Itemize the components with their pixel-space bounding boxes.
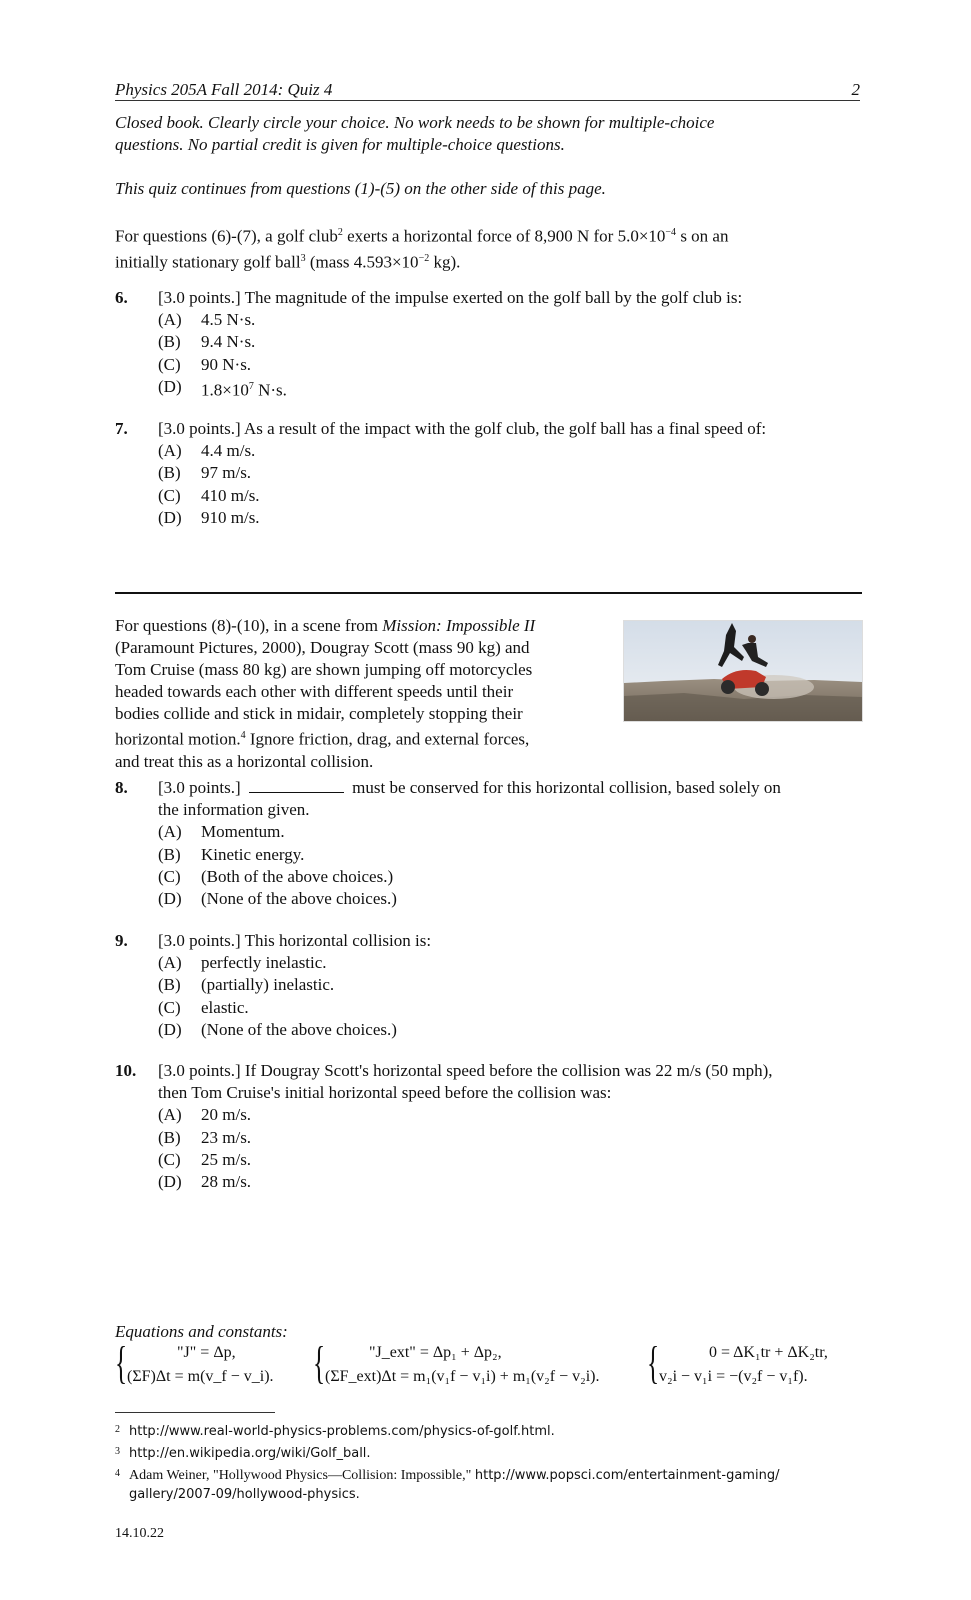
- header-title: Physics 205A Fall 2014: Quiz 4: [115, 80, 333, 99]
- section-divider: [115, 592, 862, 594]
- question-number: 6.: [115, 288, 128, 307]
- option-c[interactable]: (C) 25 m/s.: [158, 1149, 252, 1169]
- film-title: Mission: Impossible II: [382, 616, 536, 635]
- question-number: 9.: [115, 931, 128, 950]
- option-d[interactable]: (D) $1.8\times 10^7$ N·s.: [158, 376, 287, 400]
- question-stem: [3.0 points.] This horizontal collision is:: [158, 931, 432, 950]
- equation-line: (ΣF)Δt = m(v_f − v_i).: [127, 1368, 274, 1385]
- option-d[interactable]: (D) (None of the above choices.): [158, 1019, 397, 1039]
- instructions-line-2: questions. No partial credit is given for multiple-choice questions.: [115, 135, 565, 154]
- equation-line: 0 = ΔK₁tr + ΔK₂tr,: [709, 1344, 828, 1361]
- option-c[interactable]: (C) (Both of the above choices.): [158, 866, 394, 886]
- option-d[interactable]: (D) 28 m/s.: [158, 1172, 252, 1192]
- footnote-4: 4 Adam Weiner, "Hollywood Physics—Collision: Impossible," http://www.popsci.com/entertainment-gaming/ gallery/2007-09/hollywood-physics.: [115, 1468, 780, 1502]
- question-stem: [3.0 points.] As a result of the impact with the golf club, the golf ball has a final speed of:: [158, 419, 767, 438]
- option-a[interactable]: (A) 4.4 m/s.: [158, 441, 256, 461]
- question-stem: [3.0 points.] If Dougray Scott's horizontal speed before the collision was 22 m/s (50 mph),: [158, 1061, 773, 1080]
- golf-intro: [115, 222, 860, 273]
- footnote-ref-3[interactable]: 3: [300, 252, 306, 264]
- question-8: [115, 777, 860, 910]
- option-a[interactable]: (A) perfectly inelastic.: [158, 953, 327, 973]
- equations-heading: Equations and constants:: [115, 1322, 288, 1341]
- option-c[interactable]: (C) elastic.: [158, 997, 249, 1017]
- equation-line: "J" = Δp,: [177, 1344, 236, 1361]
- document-date: 14.10.22: [115, 1526, 164, 1541]
- question-number: 7.: [115, 419, 128, 438]
- left-brace: {: [115, 1337, 128, 1388]
- instructions-line-1: Closed book. Clearly circle your choice. No work needs to be shown for multiple-choice: [115, 113, 715, 132]
- option-b[interactable]: (B) 23 m/s.: [158, 1127, 252, 1147]
- question-stem: [3.0 points.] must be conserved for this horizontal collision, based solely on: [158, 778, 781, 797]
- option-c[interactable]: (C) 90 N·s.: [158, 354, 252, 374]
- page-header: [115, 80, 860, 101]
- option-b[interactable]: (B) (partially) inelastic.: [158, 975, 335, 995]
- golf-intro-line-2: initially stationary golf ball$^3$ (mass $4.593\times 10^{-2}$ kg).: [115, 252, 461, 272]
- footnote-2: 2 http://www.real-world-physics-problems.com/physics-of-golf.html.: [115, 1422, 860, 1441]
- left-brace: {: [647, 1337, 660, 1388]
- question-6: [115, 287, 860, 402]
- question-stem-continued: the information given.: [158, 800, 310, 820]
- option-a[interactable]: (A) Momentum.: [158, 822, 285, 842]
- option-d[interactable]: (D) 910 m/s.: [158, 507, 260, 527]
- question-7: [115, 418, 860, 529]
- footnote-link[interactable]: http://en.wikipedia.org/wiki/Golf_ball.: [129, 1446, 371, 1461]
- question-number: 8.: [115, 778, 128, 797]
- option-d[interactable]: (D) (None of the above choices.): [158, 889, 397, 909]
- instructions: [115, 112, 860, 156]
- golf-intro-line-1: For questions (6)-(7), a golf club$^2$ exerts a horizontal force of 8,900 N for $5.0\times 10^{-4}$ s on an: [115, 226, 729, 246]
- footnote-3: 3 http://en.wikipedia.org/wiki/Golf_ball.: [115, 1444, 860, 1463]
- footnote-ref-4[interactable]: 4: [240, 730, 246, 741]
- option-a[interactable]: (A) 4.5 N·s.: [158, 310, 256, 330]
- movie-still-image: [623, 620, 863, 722]
- footnote-ref-2[interactable]: 2: [337, 227, 343, 238]
- question-stem: [3.0 points.] The magnitude of the impulse exerted on the golf ball by the golf club is:: [158, 288, 743, 307]
- equation-line: (ΣF_ext)Δt = m₁(v₁f − v₁i) + m₁(v₂f − v₂i).: [325, 1368, 600, 1385]
- question-stem-continued: then Tom Cruise's initial horizontal speed before the collision was:: [158, 1083, 612, 1103]
- equation-line: v₂i − v₁i = −(v₂f − v₁f).: [659, 1368, 808, 1385]
- question-number: 10.: [115, 1061, 137, 1080]
- footnote-link-continued[interactable]: gallery/2007-09/hollywood-physics.: [129, 1487, 360, 1502]
- footnote-link[interactable]: http://www.real-world-physics-problems.com/physics-of-golf.html.: [129, 1424, 555, 1439]
- option-a[interactable]: (A) 20 m/s.: [158, 1105, 252, 1125]
- footnote-link[interactable]: http://www.popsci.com/entertainment-gaming/: [474, 1468, 780, 1483]
- equation-line: "J_ext" = Δp₁ + Δp₂,: [369, 1344, 502, 1361]
- footnote-citation: Adam Weiner, "Hollywood Physics—Collision: Impossible,": [129, 1468, 475, 1483]
- continuation-note: This quiz continues from questions (1)-(5) on the other side of this page.: [115, 179, 606, 198]
- option-c[interactable]: (C) 410 m/s.: [158, 485, 260, 505]
- mission-intro: For questions (8)-(10), in a scene from Mission: Impossible II (Paramount Pictures, 2000), Dougray Scott (mass 90 kg) and Tom Cruise (mass 80 kg) are shown jumping off motorcycles headed towards each other with different speeds until their bodies collide and stick in midair, completely stopping their horizontal motion.$^4$ Ignore friction, drag, and external forces, and treat this as a horizontal collision.: [115, 616, 536, 771]
- option-b[interactable]: (B) Kinetic energy.: [158, 844, 305, 864]
- page-number: 2: [851, 80, 860, 99]
- option-b[interactable]: (B) 97 m/s.: [158, 463, 252, 483]
- footnote-divider: [115, 1412, 275, 1413]
- movie-still-illustration: [624, 621, 862, 721]
- question-9: [115, 930, 860, 1041]
- question-10: [115, 1060, 860, 1193]
- option-b[interactable]: (B) 9.4 N·s.: [158, 332, 256, 352]
- left-brace: {: [313, 1337, 326, 1388]
- fill-in-blank: [249, 778, 344, 793]
